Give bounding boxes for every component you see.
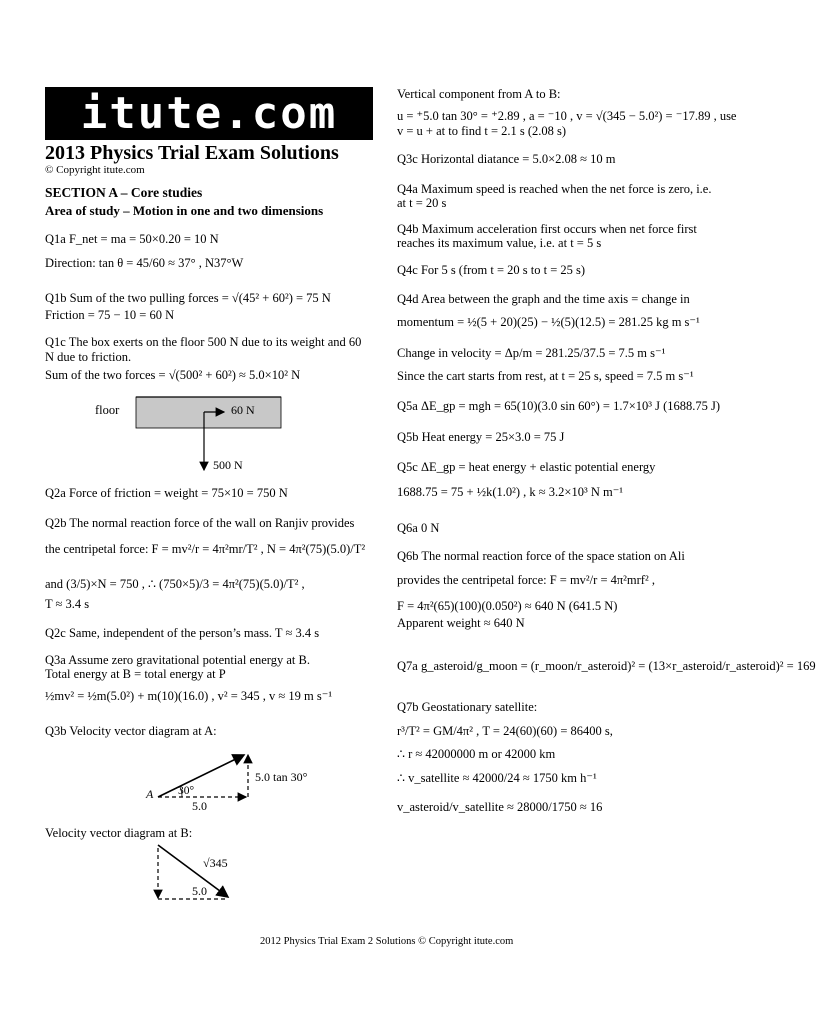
diagB-caption: Velocity vector diagram at B: [45, 826, 193, 840]
q5c-line2: 1688.75 = 75 + ½k(1.0²) , k ≈ 3.2×10³ N m⁻¹ [397, 485, 624, 499]
page-footer: 2012 Physics Trial Exam 2 Solutions © Copyright itute.com [260, 936, 514, 947]
q6a-line: Q6a 0 N [397, 521, 440, 535]
diagA-point-label: A [146, 787, 154, 801]
q7b-line1: Q7b Geostationary satellite: [397, 700, 538, 714]
q3a-line2: Total energy at B = total energy at P [45, 667, 226, 681]
q2c-line: Q2c Same, independent of the person’s mass. T ≈ 3.4 s [45, 626, 320, 640]
q4b-line1: Q4b Maximum acceleration first occurs when net force first [397, 222, 697, 236]
q6b-line3: F = 4π²(65)(100)(0.050²) ≈ 640 N (641.5 N) [397, 599, 618, 613]
weight-force-label: 500 N [213, 458, 243, 472]
q7b-line2: r³/T² = GM/4π² , T = 24(60)(60) = 86400 s, [397, 724, 613, 738]
floor-label: floor [95, 403, 120, 417]
q5c-line1: Q5c ΔE_gp = heat energy + elastic potential energy [397, 460, 656, 474]
diagB-horiz-label: 5.0 [192, 884, 207, 898]
q7b-line4: ∴ v_satellite ≈ 42000/24 ≈ 1750 km h⁻¹ [397, 771, 597, 785]
page-title: 2013 Physics Trial Exam Solutions [45, 142, 339, 164]
q4a-line2: at t = 20 s [397, 196, 447, 210]
diagB-hyp-label: √345 [203, 856, 228, 870]
q2a-line: Q2a Force of friction = weight = 75×10 = 750 N [45, 486, 288, 500]
vertical-component-heading: Vertical component from A to B: [397, 87, 561, 101]
diagA-horiz-label: 5.0 [192, 799, 207, 813]
diagA-vert-label: 5.0 tan 30° [255, 770, 308, 784]
floor-force-diagram [90, 392, 290, 478]
area-heading: Area of study – Motion in one and two dimensions [45, 203, 324, 218]
q3c-line: Q3c Horizontal diatance = 5.0×2.08 ≈ 10 m [397, 152, 616, 166]
section-heading: SECTION A – Core studies [45, 185, 203, 200]
q1b-line2: Friction = 75 − 10 = 60 N [45, 308, 175, 322]
q2b-line1: Q2b The normal reaction force of the wall on Ranjiv provides [45, 516, 355, 530]
q2b-line3: and (3/5)×N = 750 , ∴ (750×5)/3 = 4π²(75)(5.0)/T² , [45, 577, 305, 591]
q5b-line: Q5b Heat energy = 25×3.0 = 75 J [397, 430, 565, 444]
vector-diagram-a [140, 745, 260, 805]
vertical-component-time: v = u + at to find t = 2.1 s (2.08 s) [397, 124, 567, 138]
copyright: © Copyright itute.com [45, 164, 145, 176]
q5a-line: Q5a ΔE_gp = mgh = 65(10)(3.0 sin 60°) = 1.7×10³ J (1688.75 J) [397, 399, 721, 413]
q7b-line3: ∴ r ≈ 42000000 m or 42000 km [397, 747, 556, 761]
itute-logo [45, 87, 373, 140]
q6b-line2: provides the centripetal force: F = mv²/r = 4π²mrf² , [397, 573, 655, 587]
q4c-line: Q4c For 5 s (from t = 20 s to t = 25 s) [397, 263, 586, 277]
q4d-line4: Since the cart starts from rest, at t = 25 s, speed = 7.5 m s⁻¹ [397, 369, 694, 383]
q2b-line2: the centripetal force: F = mv²/r = 4π²mr/T² , N = 4π²(75)(5.0)/T² [45, 542, 366, 556]
q1c-line3: Sum of the two forces = √(500² + 60²) ≈ 5.0×10² N [45, 368, 301, 382]
q4a-line1: Q4a Maximum speed is reached when the net force is zero, i.e. [397, 182, 712, 196]
q7b-line5: v_asteroid/v_satellite ≈ 28000/1750 ≈ 16 [397, 800, 603, 814]
q4d-line2: momentum = ½(5 + 20)(25) − ½(5)(12.5) = 281.25 kg m s⁻¹ [397, 315, 700, 329]
q1c-line1: Q1c The box exerts on the floor 500 N due to its weight and 60 [45, 335, 362, 349]
q6b-line1: Q6b The normal reaction force of the space station on Ali [397, 549, 685, 563]
q1a-line: Q1a F_net = ma = 50×0.20 = 10 N [45, 232, 219, 246]
diagA-angle-label: 30° [178, 785, 195, 797]
q7a-line: Q7a g_asteroid/g_moon = (r_moon/r_asteroid)² = (13×r_asteroid/r_asteroid)² = 169 [397, 659, 816, 673]
vertical-component-values: u = ⁺5.0 tan 30° = ⁺2.89 , a = ⁻10 , v = √(345 − 5.0²) = ⁻17.89 , use [397, 109, 737, 123]
resultant-a [158, 755, 244, 797]
q4d-line3: Change in velocity = Δp/m = 281.25/37.5 = 7.5 m s⁻¹ [397, 346, 666, 360]
q3b-line: Q3b Velocity vector diagram at A: [45, 724, 217, 738]
q4d-line1: Q4d Area between the graph and the time axis = change in [397, 292, 690, 306]
q1c-line2: N due to friction. [45, 350, 132, 364]
friction-force-label: 60 N [231, 403, 255, 417]
q4b-line2: reaches its maximum value, i.e. at t = 5 s [397, 236, 602, 250]
q1a-direction: Direction: tan θ = 45/60 ≈ 37° , N37°W [45, 256, 244, 270]
q2b-line4: T ≈ 3.4 s [45, 597, 90, 611]
q3a-line3: ½mv² = ½m(5.0²) + m(10)(16.0) , v² = 345 , v ≈ 19 m s⁻¹ [45, 689, 333, 703]
q6b-line4: Apparent weight ≈ 640 N [397, 616, 525, 630]
q1b-line1: Q1b Sum of the two pulling forces = √(45² + 60²) = 75 N [45, 291, 331, 305]
q3a-line1: Q3a Assume zero gravitational potential energy at B. [45, 653, 310, 667]
logo-text: itute.com [80, 88, 338, 139]
